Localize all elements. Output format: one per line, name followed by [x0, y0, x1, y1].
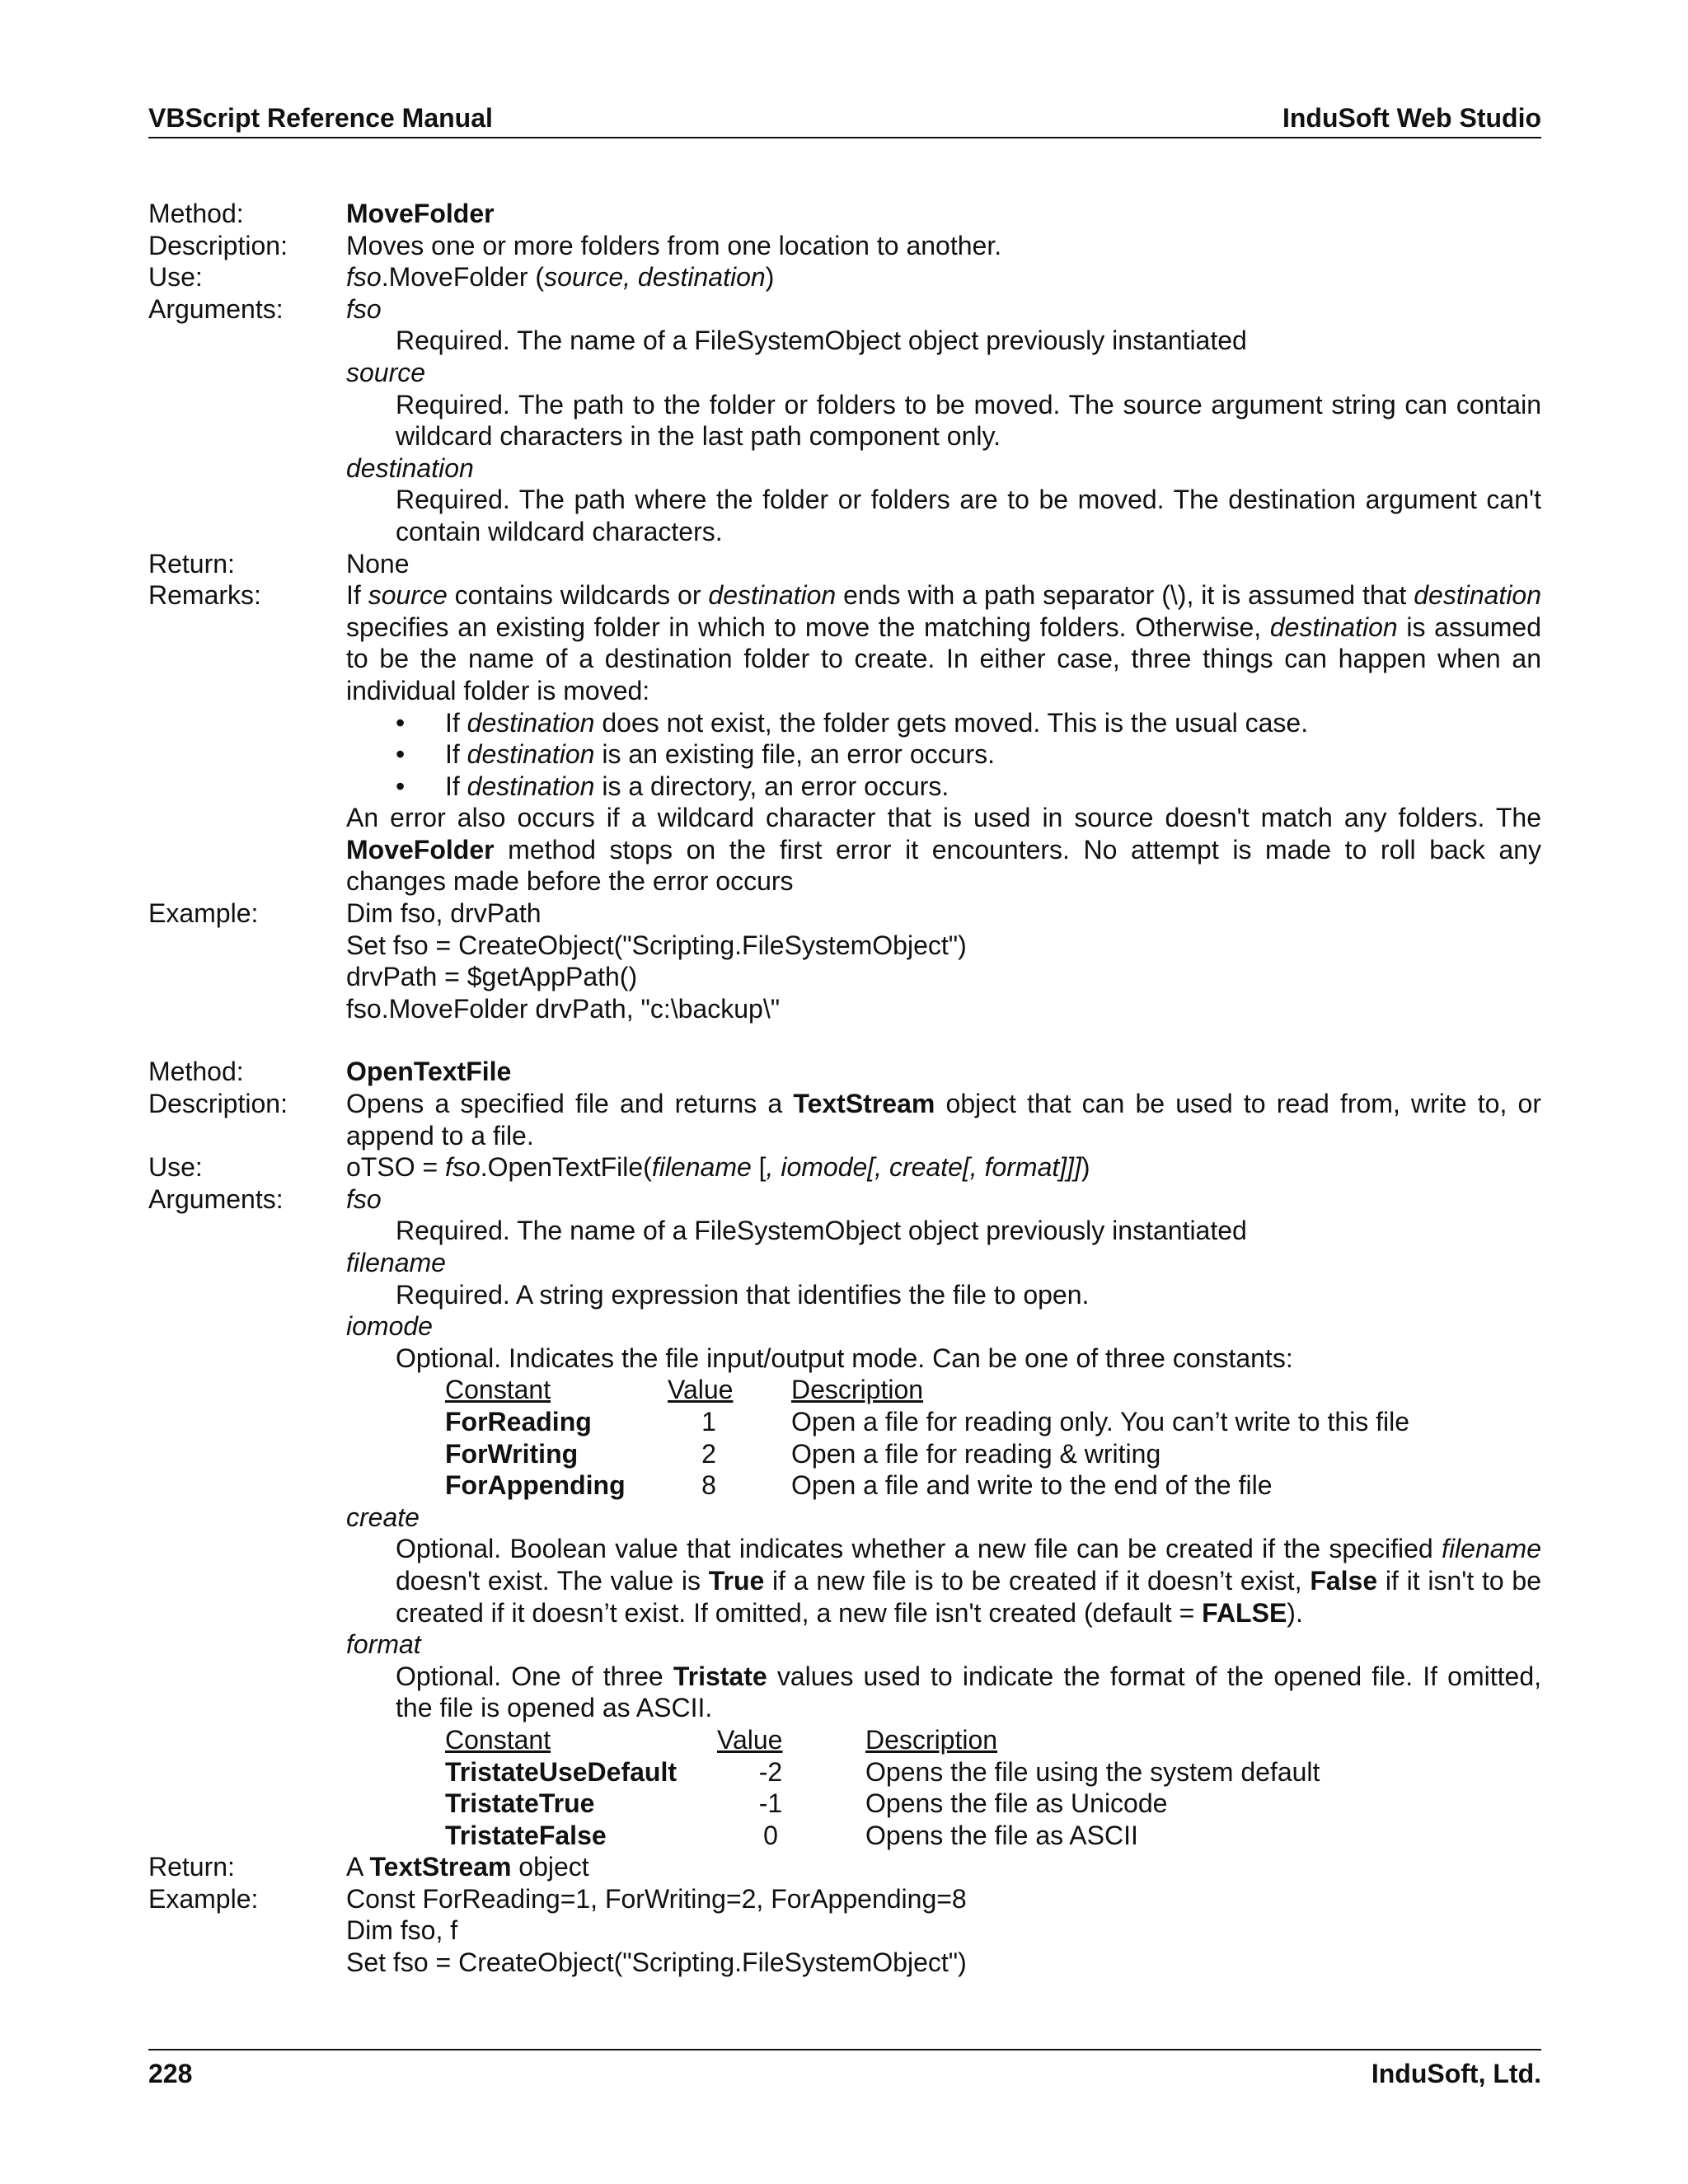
table-row: ForAppending 8 Open a file and write to the end of the file [445, 1470, 1273, 1501]
table-row: TristateUseDefault -2 Opens the file using the system default [445, 1756, 1320, 1787]
page-header [148, 97, 1541, 138]
arguments-row: Arguments: fso Required. The name of a FileSystemObject object previously instantiated source Required. The path to the folder or folders to be moved. The source argument string can contain wildcard characters in the last path component only. destination Required. The path where the folder or folders are to be moved. The destination argument can't contain wildcard characters. [148, 293, 1541, 546]
argument-name: iomode [346, 1311, 433, 1342]
page-footer [148, 2049, 1541, 2098]
manual-title: VBScript Reference Manual [148, 103, 493, 133]
argument-text: Required. The name of a FileSystemObject object previously instantiated [396, 326, 1247, 356]
argument-name: fso [346, 1183, 382, 1214]
example-code [346, 1883, 1541, 1979]
table-row: ForReading 1 Open a file for reading only. You can’t write to this file [445, 1406, 1410, 1436]
method-row: Method: MoveFolder [148, 199, 495, 228]
return-text: A TextStream object [346, 1852, 589, 1882]
arguments-row: Arguments: fso Required. The name of a FileSystemObject object previously instantiated filename Required. A string expression that identifies the file to open. iomode Optional. Indicates the file input/output mode. Can be one of three constants: Constant Value Description ForReading 1 Open a file for reading only. You can’t write to this file ForWriting 2 Open a file for reading & writing ForAppending 8 Open a file and write to the end of the file create Optional. Boolean value that indicates whether a new file can be created if the specified filename doesn't exist. The value is True if a new file is to be created if it doesn’t exist, False if it isn't to be created if it doesn’t exist. If omitted, a new file isn't created (default = FALSE). format Optional. One of three Tristate values used to indicate the format of the opened file. If omitted, the file is opened as ASCII. Constant Value Description TristateUseDefault -2 Opens the file using the system default TristateTrue -1 Opens the file as Unicode TristateFalse 0 Opens the file as ASCII [148, 1183, 1542, 1850]
argument-text: Required. A string expression that identifies the file to open. [396, 1279, 1090, 1310]
remarks-bullet-list [346, 707, 1541, 803]
example-row: Example: Dim fso, drvPath Set fso = CreateObject("Scripting.FileSystemObject") drvPath = $getAppPath() fso.MoveFolder drvPath, "c:\backup\" [148, 898, 1541, 1024]
argument-text: Optional. Boolean value that indicates whether a new file can be created if the specified filename doesn't exist. The value is True if a new file is to be created if it doesn’t exist, False if it isn't to be created if it doesn’t exist. If omitted, a new file isn't created (default = FALSE). [396, 1534, 1542, 1628]
argument-name: destination [346, 452, 474, 483]
description-row: Description: Opens a specified file and returns a TextStream object that can be used to read from, write to, or append to a file. [148, 1089, 1542, 1151]
description-text: Opens a specified file and returns a TextStream object that can be used to read from, write to, or append to a file. [346, 1089, 1542, 1151]
argument-name: fso [346, 293, 382, 324]
method-name: MoveFolder [346, 199, 495, 228]
iomode-constants-table [445, 1374, 1541, 1501]
return-row: Return: A TextStream object [148, 1851, 1541, 1883]
code-line: fso.MoveFolder drvPath, "c:\backup\" [346, 993, 781, 1024]
return-row: Return: None [148, 548, 1541, 580]
method-row: Method: OpenTextFile [148, 1057, 512, 1087]
method-name: OpenTextFile [346, 1057, 512, 1087]
argument-name: create [346, 1502, 420, 1532]
use-syntax: fso.MoveFolder (source, destination) [346, 262, 775, 293]
code-line: Dim fso, f [346, 1915, 458, 1946]
argument-text: Optional. Indicates the file input/output mode. Can be one of three constants: [396, 1343, 1293, 1373]
use-syntax: oTSO = fso.OpenTextFile(filename [, iomode[, create[, format]]]) [346, 1152, 1090, 1183]
code-line: Dim fso, drvPath [346, 898, 542, 929]
code-line: Set fso = CreateObject("Scripting.FileSystemObject") [346, 930, 967, 960]
table-row: ForWriting 2 Open a file for reading & writing [445, 1438, 1161, 1469]
description-text: Moves one or more folders from one location to another. [346, 230, 1002, 260]
example-code [346, 898, 1541, 1024]
format-constants-table [445, 1724, 1541, 1851]
code-line: Set fso = CreateObject("Scripting.FileSystemObject") [346, 1947, 967, 1978]
code-line: Const ForReading=1, ForWriting=2, ForAppending=8 [346, 1883, 967, 1914]
list-item: • If destination does not exist, the folder gets moved. This is the usual case. [396, 707, 1309, 738]
list-item: • If destination is a directory, an error occurs. [396, 771, 950, 801]
argument-text: Required. The path where the folder or folders are to be moved. The destination argument can't contain wildcard characters. [396, 485, 1541, 546]
argument-name: filename [346, 1248, 446, 1277]
argument-text: Optional. One of three Tristate values used to indicate the format of the opened file. If omitted, the file is opened as ASCII. [396, 1661, 1542, 1723]
table-row: TristateFalse 0 Opens the file as ASCII [445, 1820, 1138, 1850]
argument-text: Required. The name of a FileSystemObject object previously instantiated [396, 1216, 1247, 1246]
remarks-row: Remarks: If source contains wildcards or destination ends with a path separator (\), it is assumed that destination specifies an existing folder in which to move the matching folders. Otherwise, destination is assumed to be the name of a destination folder to create. In either case, three things can happen when an individual folder is moved: • If destination does not exist, the folder gets moved. This is the usual case. • If destination is an existing file, an error occurs. • If destination is a directory, an error occurs. An error also occurs if a wildcard character that is used in source doesn't match any folders. The MoveFolder method stops on the first error it encounters. No attempt is made to roll back any changes made before the error occurs [148, 580, 1542, 897]
table-header: Constant Value Description [445, 1375, 924, 1405]
remarks-paragraph: An error also occurs if a wildcard character that is used in source doesn't match any folders. The MoveFolder method stops on the first error it encounters. No attempt is made to roll back any changes made before the error occurs [346, 803, 1541, 897]
page-number: 228 [148, 2059, 193, 2088]
example-row: Example: Const ForReading=1, ForWriting=2, ForAppending=8 Dim fso, f Set fso = CreateObject("Scripting.FileSystemObject") [148, 1883, 1541, 1979]
argument-name: source [346, 357, 426, 387]
remarks-paragraph: If source contains wildcards or destination ends with a path separator (\), it is assumed that destination specifies an existing folder in which to move the matching folders. Otherwise, destination is assumed to be the name of a destination folder to create. In either case, three things can happen when an individual folder is moved: [346, 580, 1542, 705]
company-name: InduSoft, Ltd. [1371, 2059, 1541, 2088]
table-header: Constant Value Description [445, 1724, 998, 1755]
page-content [148, 198, 1541, 1979]
table-row: TristateTrue -1 Opens the file as Unicode [445, 1788, 1168, 1819]
return-text: None [346, 548, 410, 579]
list-item: • If destination is an existing file, an error occurs. [396, 739, 995, 770]
argument-name: format [346, 1629, 421, 1660]
code-line: drvPath = $getAppPath() [346, 962, 638, 992]
use-row: Use: fso.MoveFolder (source, destination) [148, 261, 1541, 293]
argument-text: Required. The path to the folder or folders to be moved. The source argument string can contain wildcard characters in the last path component only. [396, 389, 1541, 452]
product-title: InduSoft Web Studio [1282, 103, 1541, 133]
description-row: Description: Moves one or more folders from one location to another. [148, 230, 1541, 262]
use-row: Use: oTSO = fso.OpenTextFile(filename [, iomode[, create[, format]]]) [148, 1151, 1541, 1183]
